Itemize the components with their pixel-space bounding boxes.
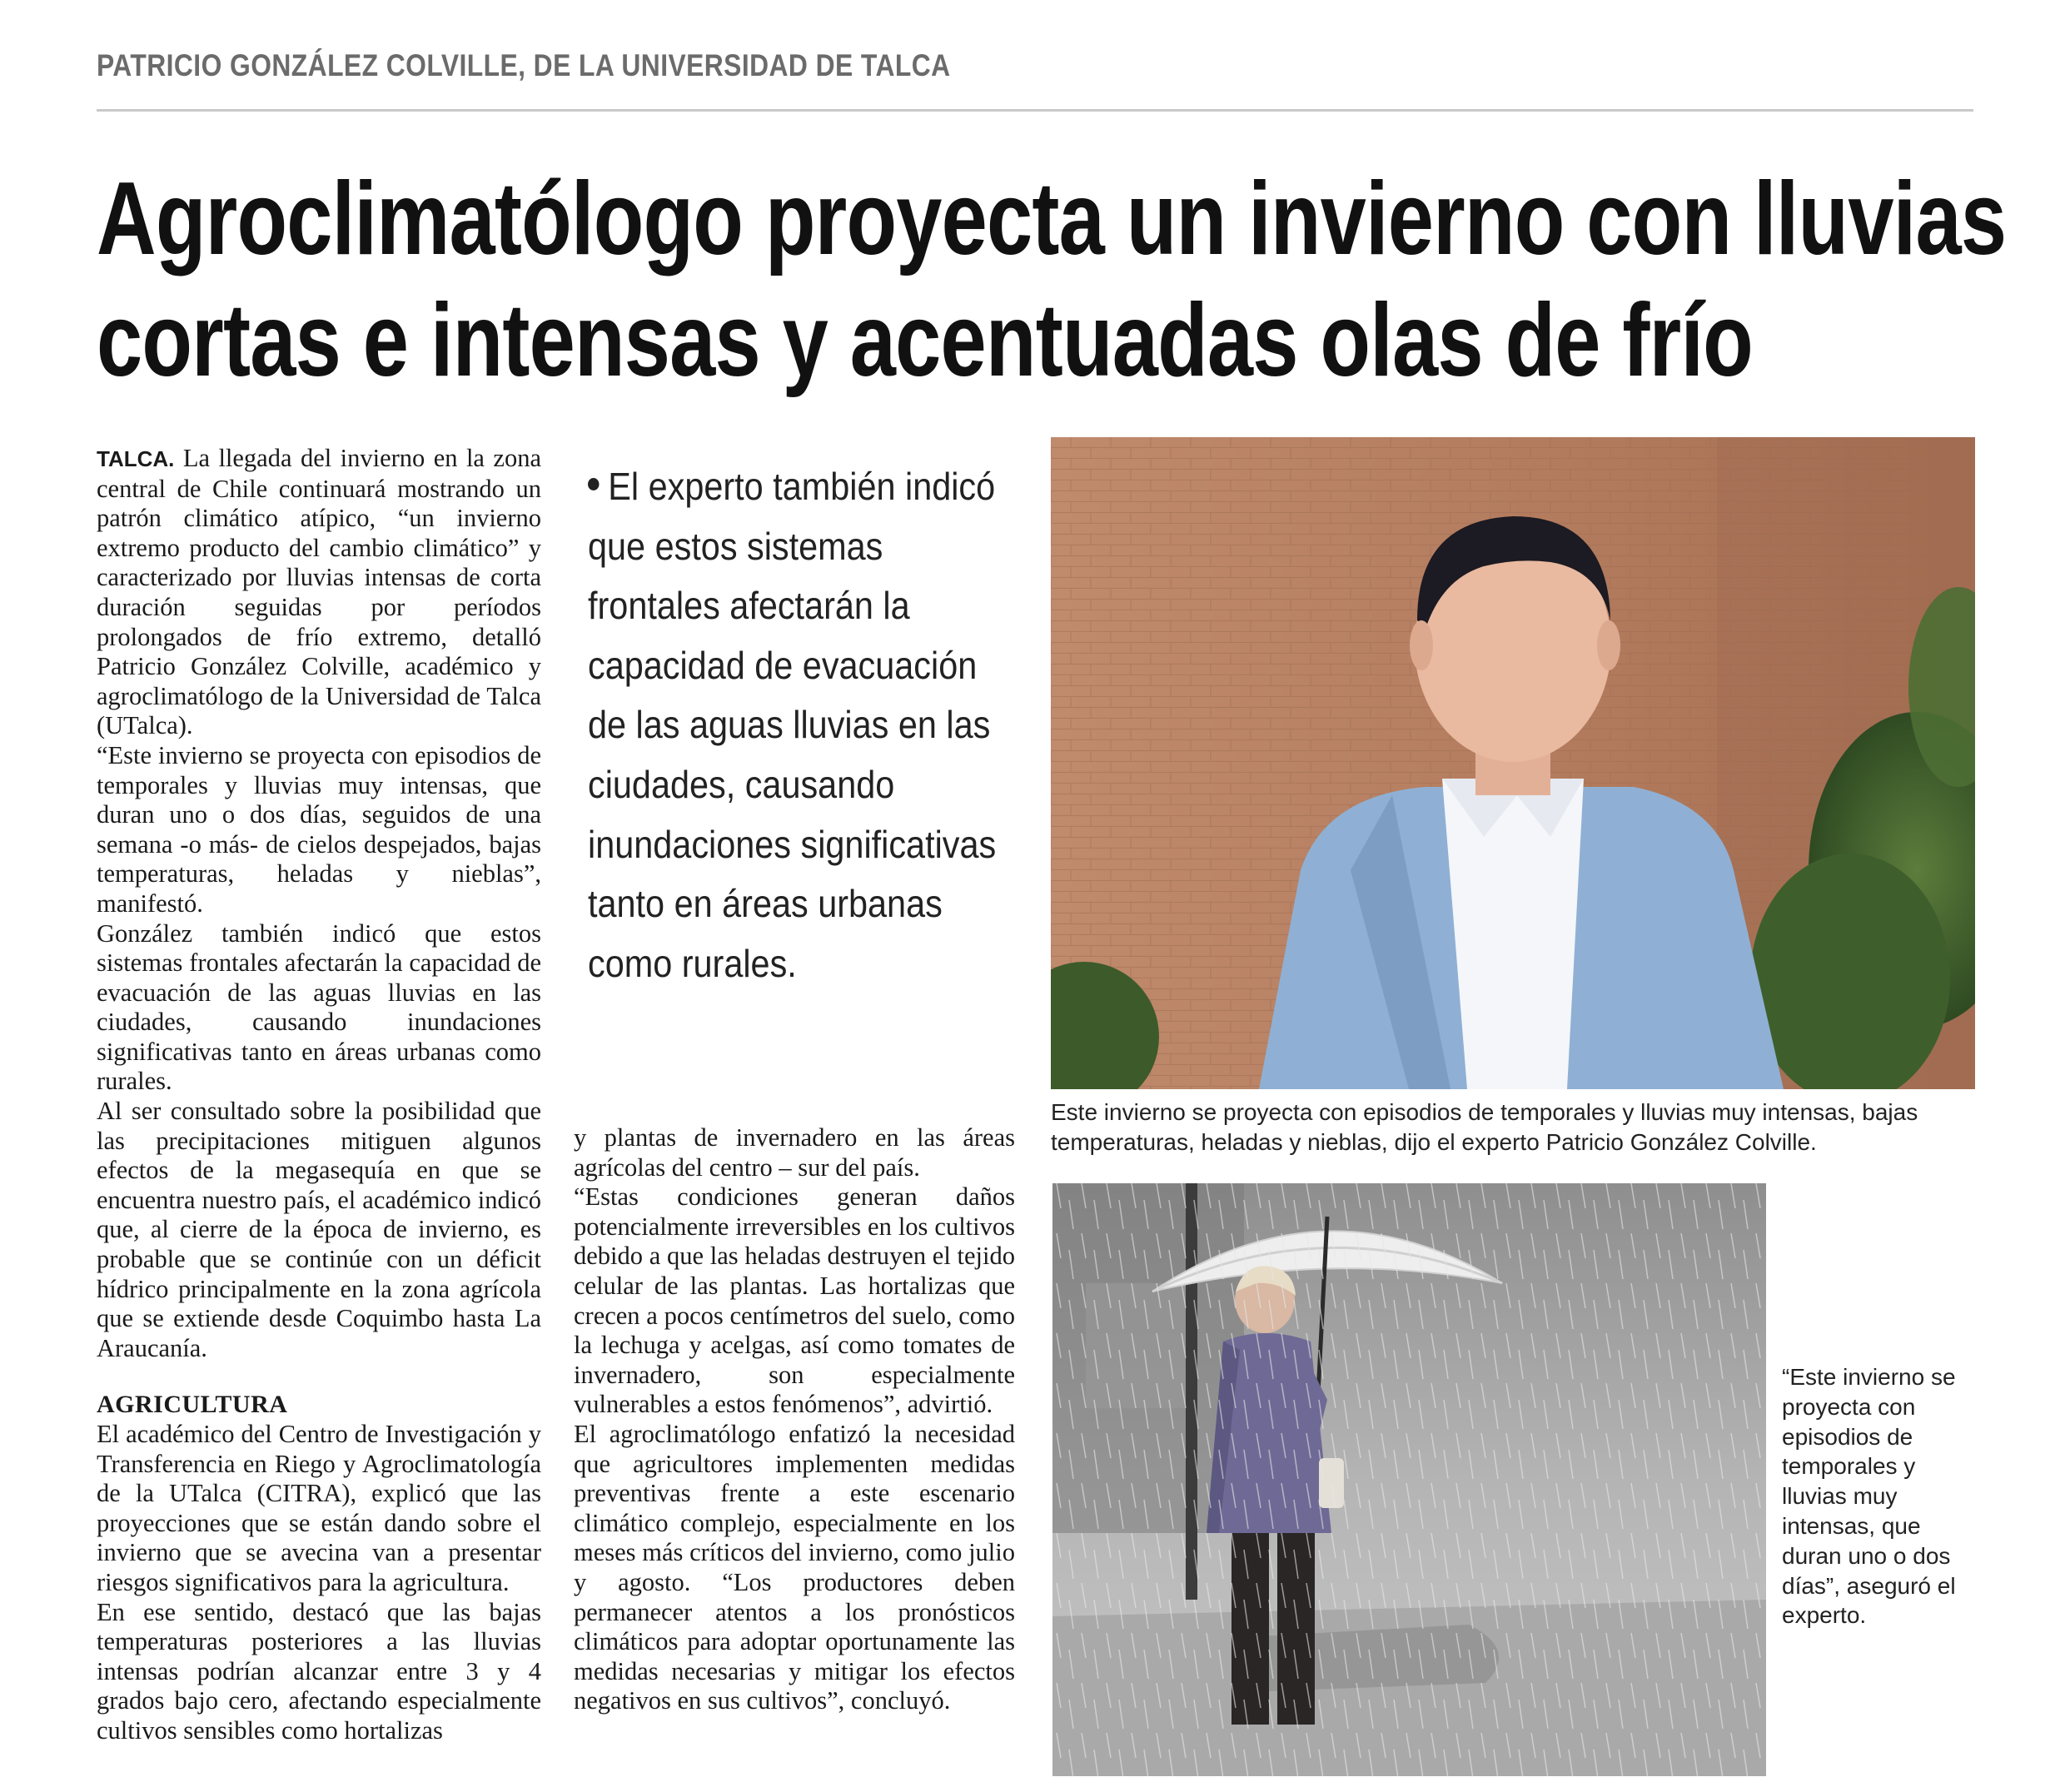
paragraph: En ese sentido, destacó que las bajas temperaturas posteriores a las lluvias intensas podrían alcanzar entre 3 y 4 grados bajo cero, afectando especialmente cultivos sensibles como hortalizas — [97, 1597, 541, 1745]
paragraph: “Estas condiciones generan daños potencialmente irreversibles en los cultivos debido a que las heladas destruyen el tejido celular de las plantas. Las hortalizas que crecen a pocos centímetros del suelo, como la lechuga y acelgas, así como tomates de invernadero, son especialmente vulnerables a estos fenómenos”, advirtió. — [574, 1182, 1015, 1419]
kicker: PATRICIO GONZÁLEZ COLVILLE, DE LA UNIVERSIDAD DE TALCA — [97, 48, 951, 82]
bullet-icon — [588, 478, 600, 490]
paragraph — [97, 444, 541, 741]
paragraph-text: La llegada del invierno en la zona central de Chile continuará mostrando un patrón climático atípico, “un invierno extremo producto del cambio climático” y caracterizado por lluvias intensas de corta duración seguidas por períodos prolongados de frío extremo, detalló Patricio González Colville, académico y agroclimatólogo de la Universidad de Talca (UTalca). — [97, 444, 541, 740]
dateline: TALCA. — [97, 446, 175, 471]
rain-photo — [1052, 1183, 1766, 1776]
section-subhead: AGRICULTURA — [97, 1391, 288, 1419]
divider — [97, 109, 1973, 112]
headline — [97, 158, 2065, 401]
paragraph: El académico del Centro de Investigación y Transferencia en Riego y Agroclimatología de la UTalca (CITRA), explicó que las proyecciones que se están dando sobre el invierno que se avecina van a presentar riesgos significativos para la agricultura. — [97, 1420, 541, 1596]
pull-quote-text: El experto también indicó que estos sistemas frontales afectarán la capacidad de evacuación de las aguas lluvias en las ciudades, causando inundaciones significativas tanto en áreas urbanas como rurales. — [588, 465, 997, 985]
side-caption: “Este invierno se proyecta con episodios de temporales y lluvias muy intensas, que duran uno o dos días”, aseguró el experto. — [1782, 1364, 1956, 1629]
paragraph: “Este invierno se proyecta con episodios de temporales y lluvias muy intensas, que duran uno o dos días, seguidos de una semana -o más- de cielos despejados, bajas temperaturas, heladas y nieblas”, manifestó. — [97, 740, 541, 918]
paragraph: y plantas de invernadero en las áreas agrícolas del centro – sur del país. — [574, 1123, 1015, 1182]
paragraph: El agroclimatólogo enfatizó la necesidad que agricultores implementen medidas preventivas frente a este escenario climático complejo, especialmente en los meses más críticos del invierno, como julio y agosto. “Los productores deben permanecer atentos a los pronósticos climáticos para adoptar oportunamente las medidas necesarias y mitigar los efectos negativos en sus cultivos”, concluyó. — [574, 1419, 1015, 1715]
portrait-photo — [1051, 437, 1975, 1089]
paragraph: González también indicó que estos sistemas frontales afectarán la capacidad de evacuación de las aguas lluvias en las ciudades, causando inundaciones significativas tanto en áreas urbanas como rurales. — [97, 918, 541, 1096]
article-column-1 — [97, 444, 541, 1746]
photo-caption: Este invierno se proyecta con episodios de temporales y lluvias muy intensas, bajas temperaturas, heladas y nieblas, dijo el experto Patricio González Colville. — [1051, 1099, 1918, 1155]
headline-line-2: cortas e intensas y acentuadas olas de frío — [97, 283, 1753, 398]
headline-line-1: Agroclimatólogo proyecta un invierno con lluvias — [97, 162, 2007, 276]
pull-quote — [588, 457, 1008, 993]
paragraph: Al ser consultado sobre la posibilidad que las precipitaciones mitiguen algunos efectos de la megasequía en que se encuentra nuestro país, el académico indicó que, al cierre de la época de invierno, es probable que se continúe con un déficit hídrico principalmente en la zona agrícola que se extiende desde Coquimbo hasta La Araucanía. — [97, 1097, 541, 1362]
article-column-2 — [574, 1123, 1015, 1716]
